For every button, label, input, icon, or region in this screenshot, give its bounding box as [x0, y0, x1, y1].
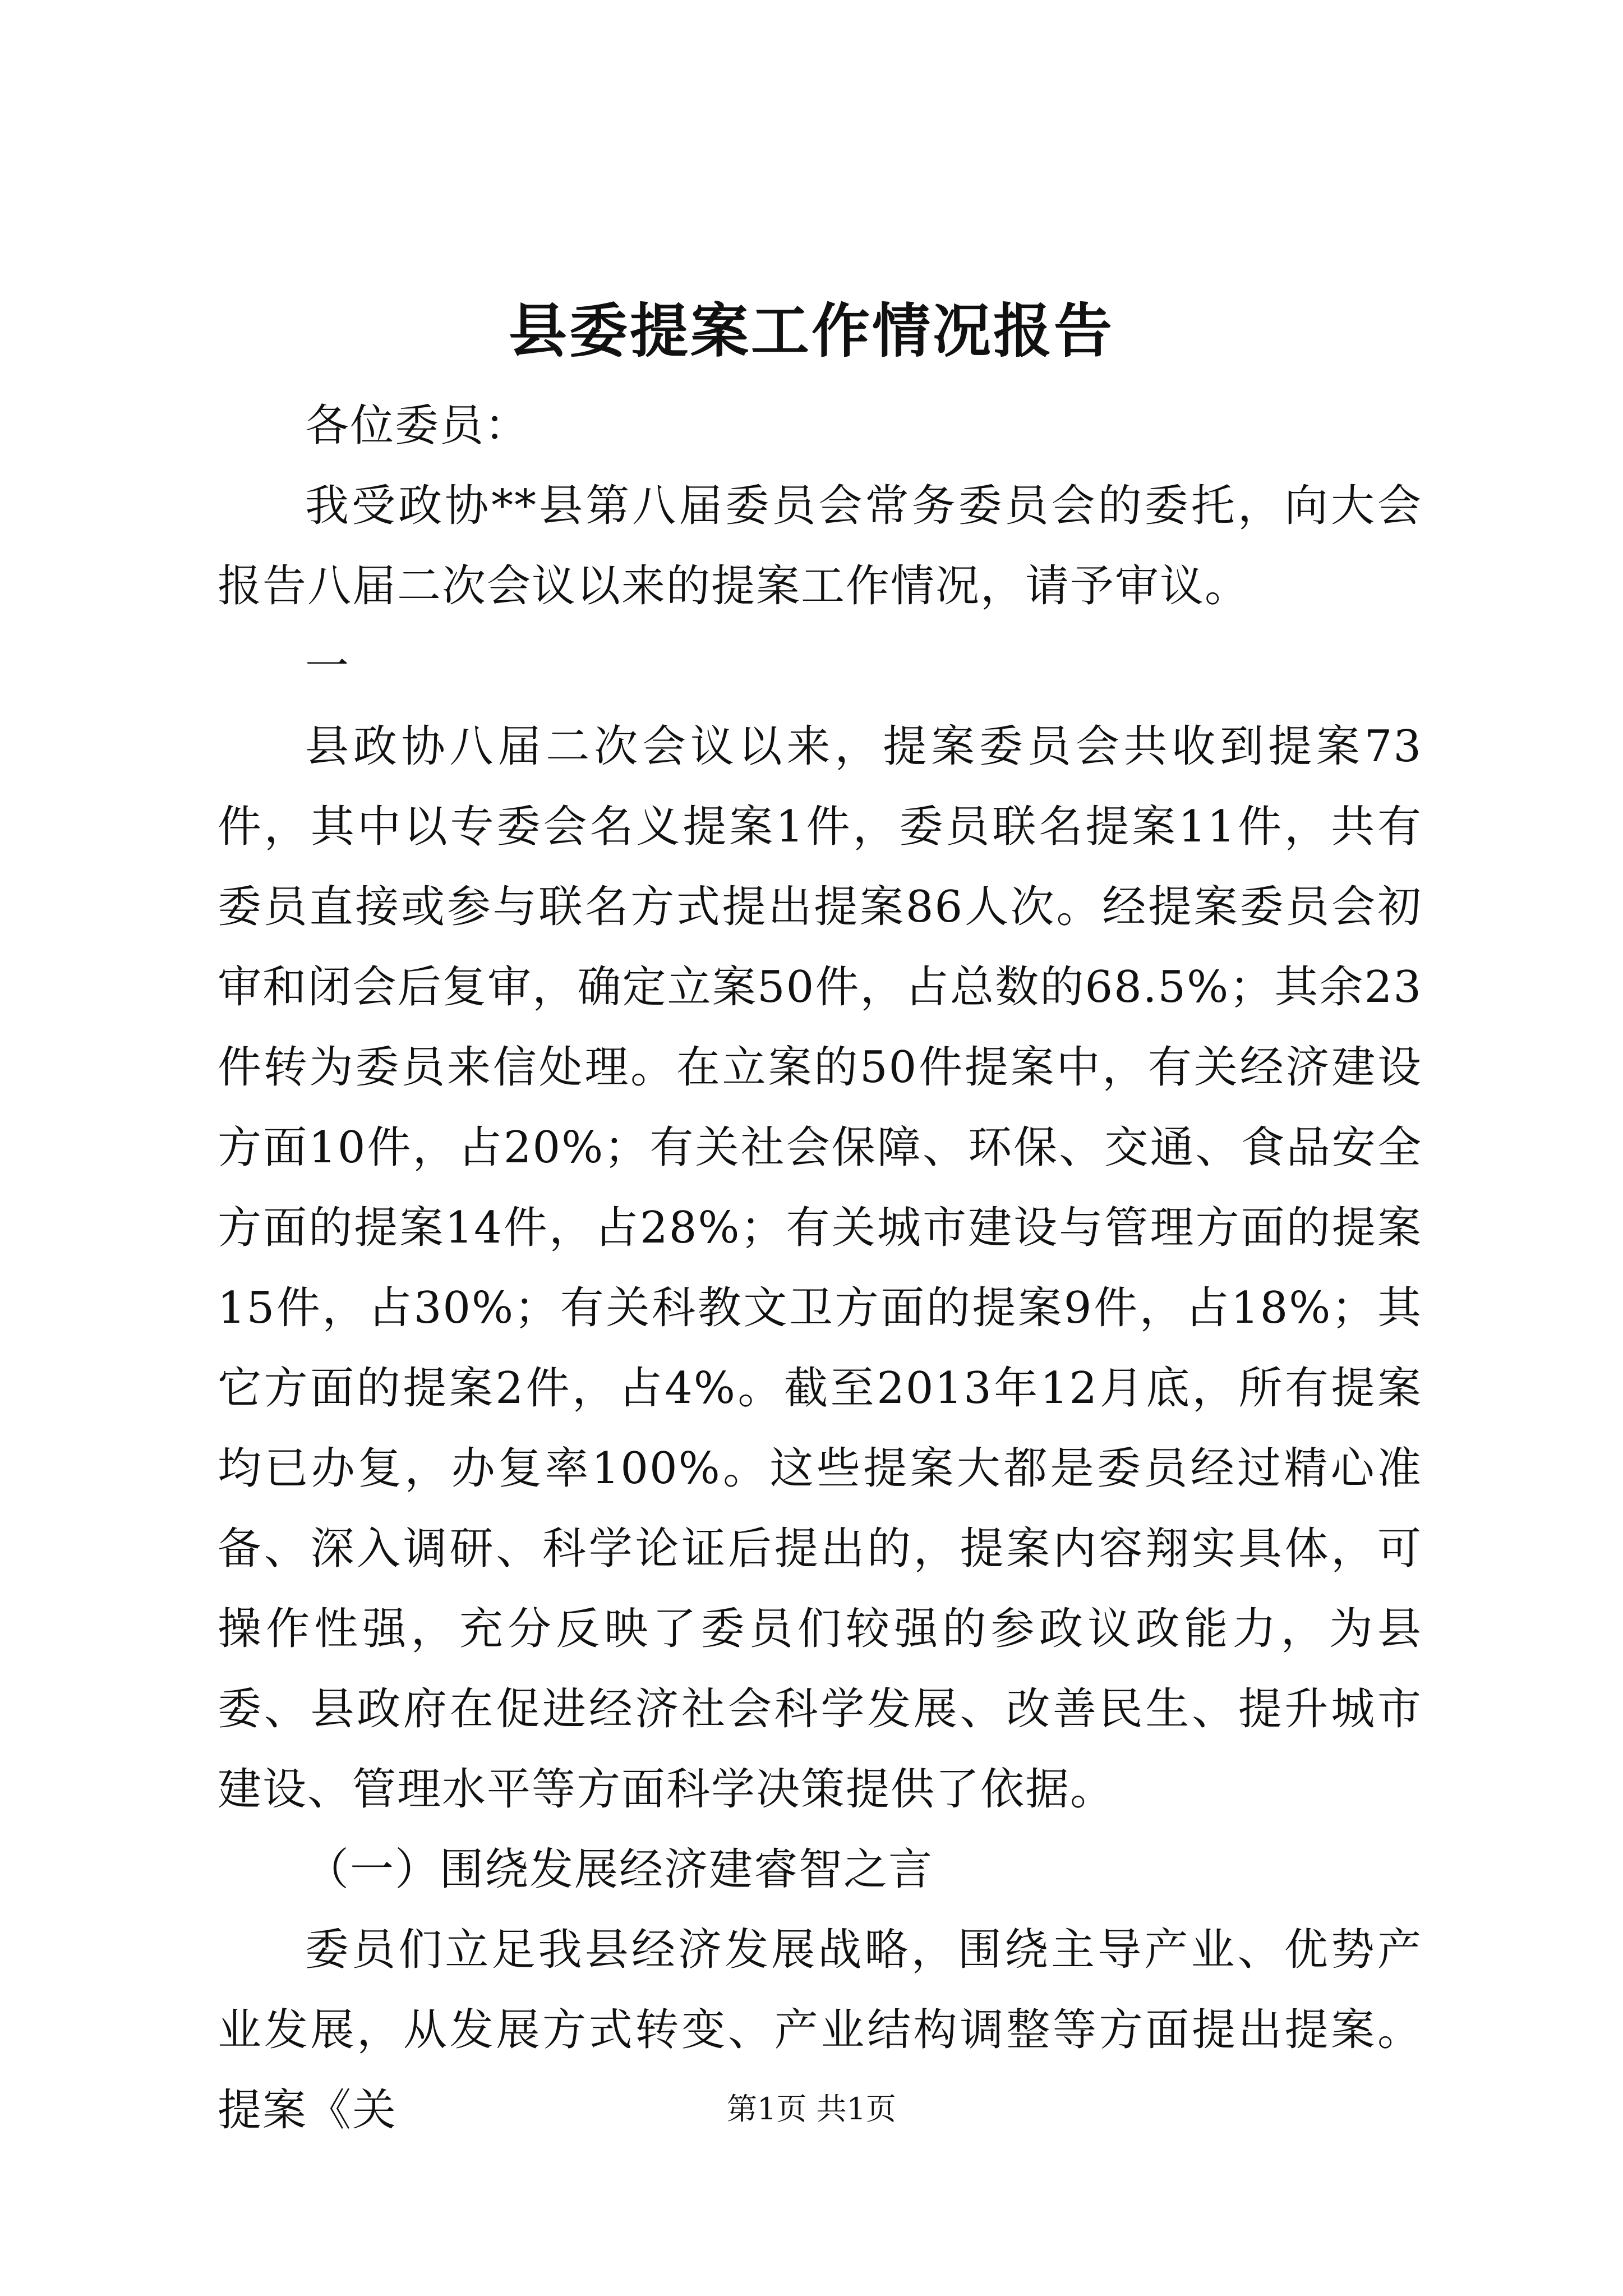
document-body: [218, 386, 1422, 2151]
section-heading: （一）围绕发展经济建睿智之言: [305, 1844, 934, 1895]
paragraph-1: 我受政协**县第八届委员会常务委员会的委托，向大会报告八届二次会议以来的提案工作情况，请予审议。: [218, 481, 1422, 611]
section-number: 一: [305, 641, 351, 692]
salutation: 各位委员：: [305, 401, 530, 451]
page-footer: 第1页 共1页: [727, 2091, 896, 2127]
paragraph-3: 委员们立足我县经济发展战略，围绕主导产业、优势产业发展，从发展方式转变、产业结构调整等方面提出提案。提案《关: [218, 1925, 1422, 2136]
document-title: 县委提案工作情况报告: [508, 296, 1114, 365]
paragraph-2: 县政协八届二次会议以来，提案委员会共收到提案73件，其中以专委会名义提案1件，委员联名提案11件，共有委员直接或参与联名方式提出提案86人次。经提案委员会初审和闭会后复审，确定立案50件，占总数的68.5%；其余23件转为委员来信处理。在立案的50件提案中，有关经济建设方面10件，占20%；有关社会保障、环保、交通、食品安全方面的提案14件，占28%；有关城市建设与管理方面的提案15件，占30%；有关科教文卫方面的提案9件，占18%；其它方面的提案2件，占4%。截至2013年12月底，所有提案均已办复，办复率100%。这些提案大都是委员经过精心准备、深入调研、科学论证后提出的，提案内容翔实具体，可操作性强，充分反映了委员们较强的参政议政能力，为县委、县政府在促进经济社会科学发展、改善民生、提升城市建设、管理水平等方面科学决策提供了依据。: [218, 721, 1422, 1815]
